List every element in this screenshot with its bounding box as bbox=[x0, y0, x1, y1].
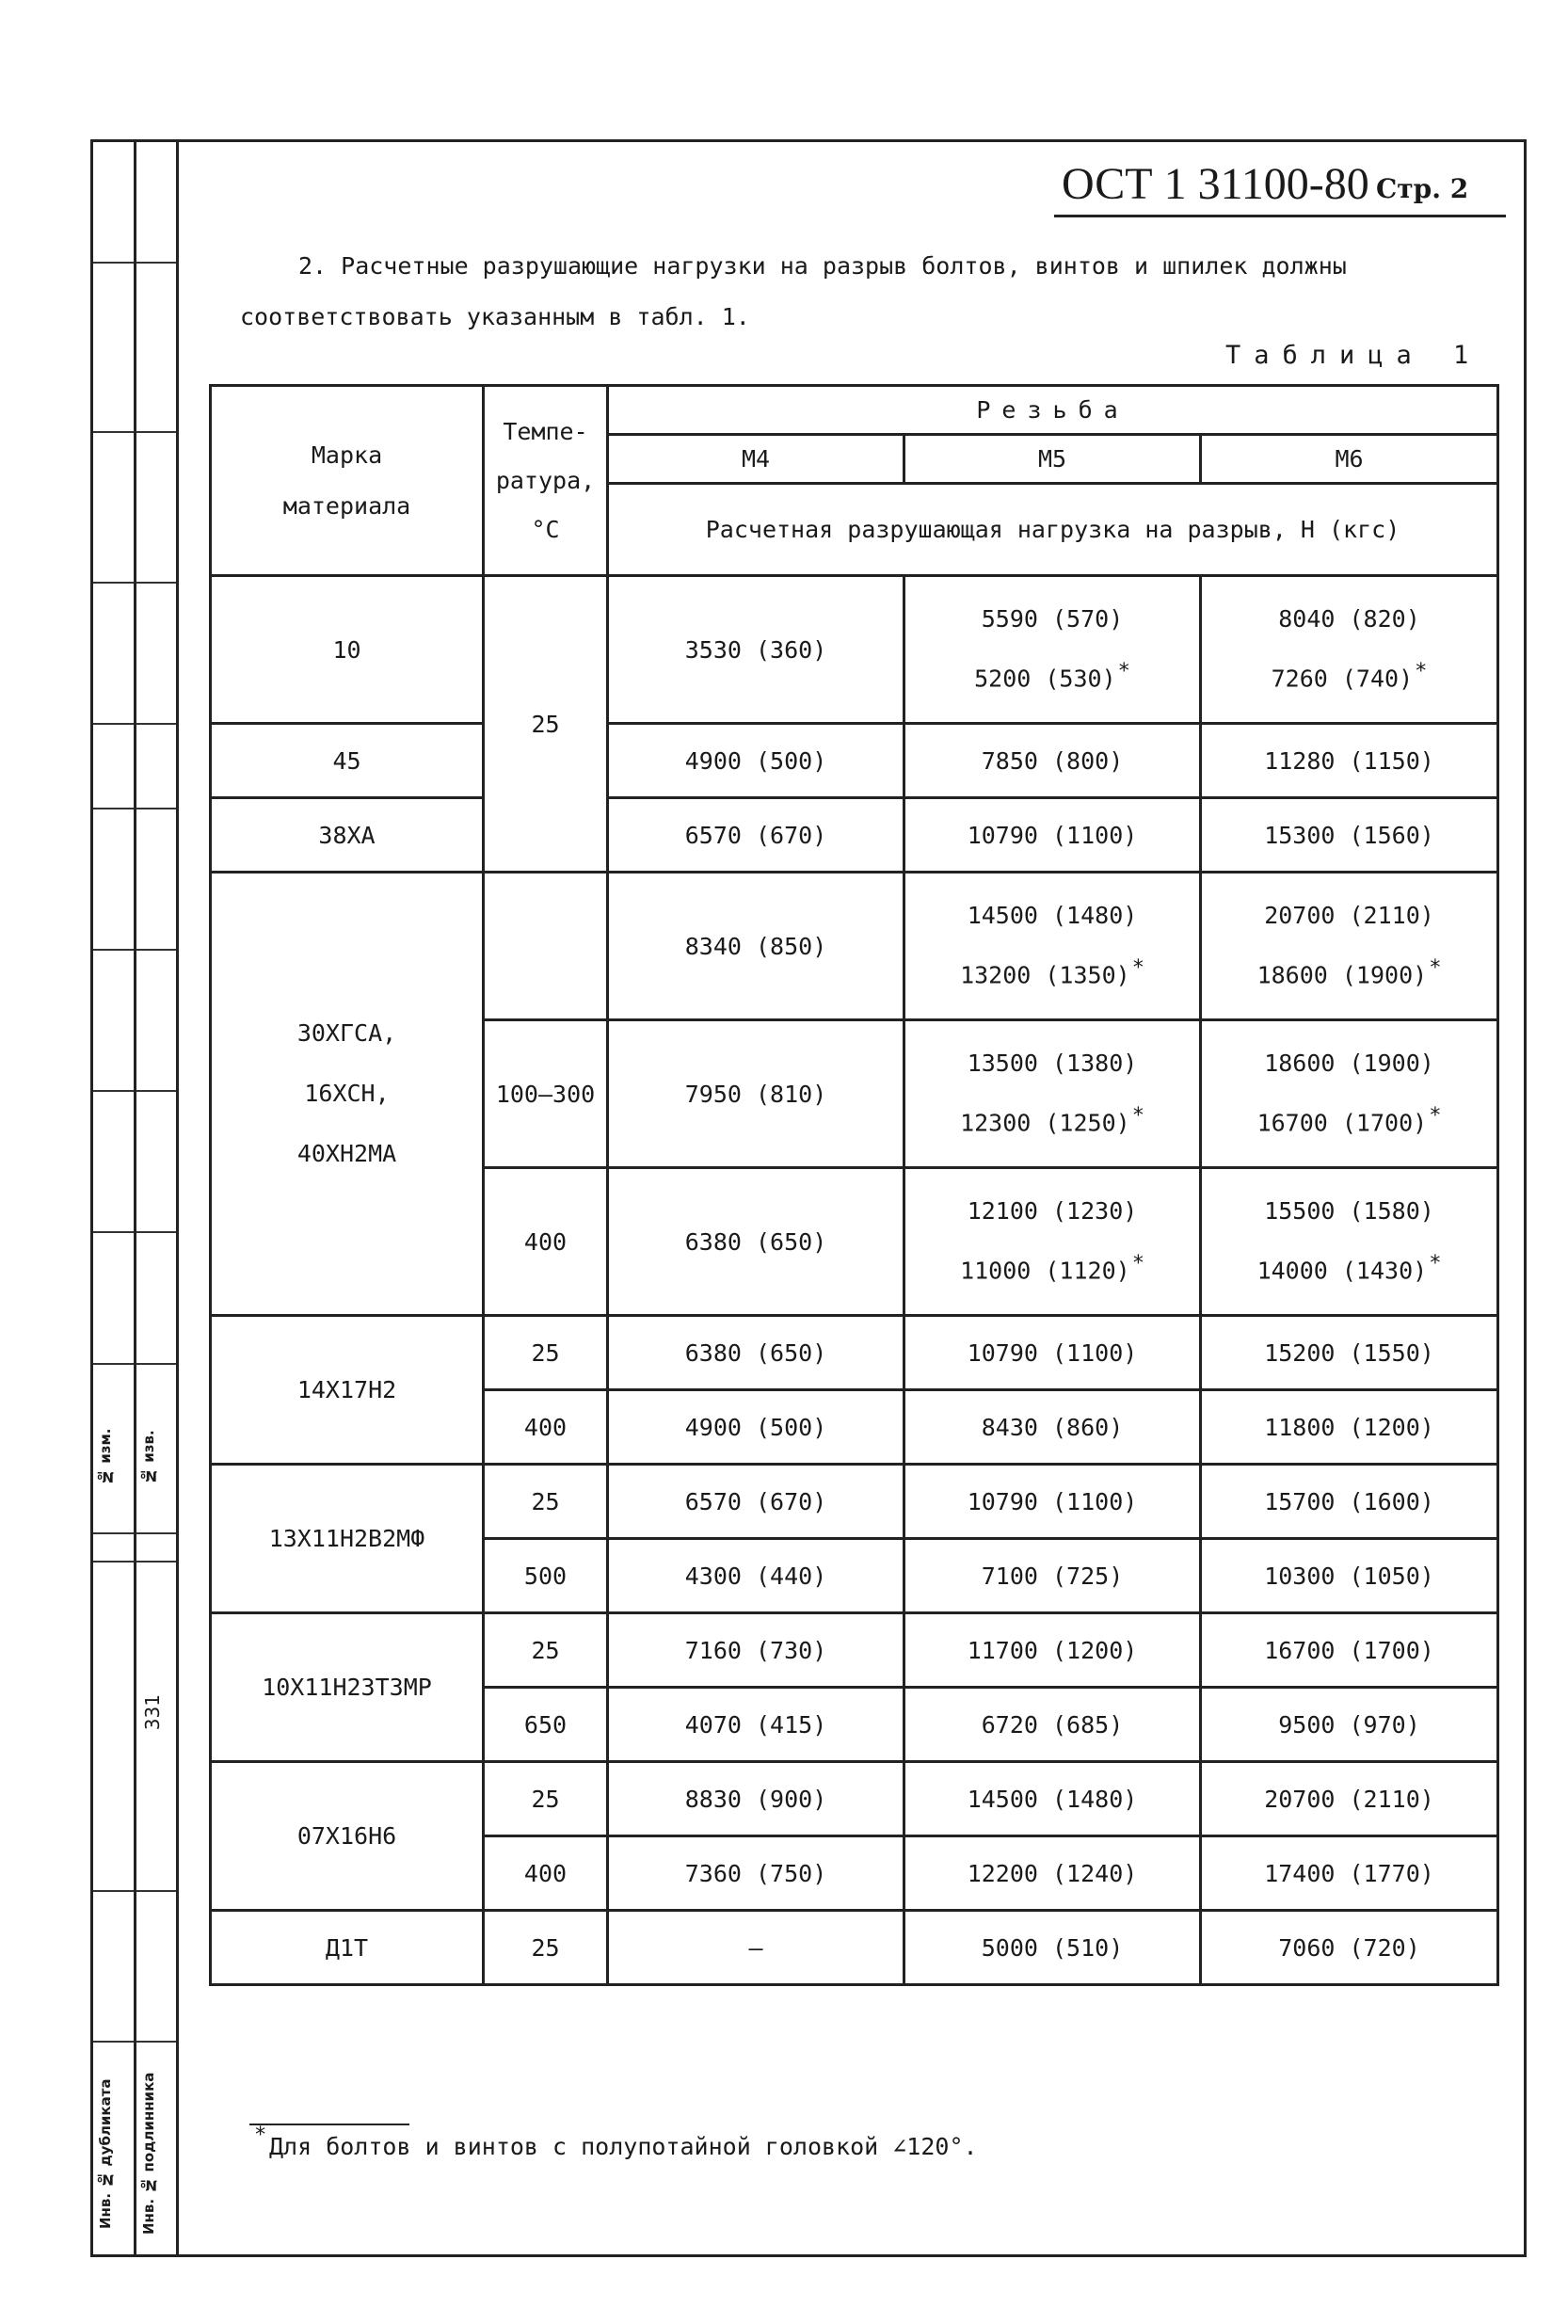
load-table bbox=[209, 384, 1499, 1986]
margin-label-original-inv: Инв. № подлинника bbox=[140, 2072, 157, 2236]
cell-m5: 13500 (1380) 12300 (1250)* bbox=[904, 1020, 1201, 1168]
margin-number: 331 bbox=[141, 1694, 164, 1731]
margin-strip-right bbox=[134, 139, 179, 2257]
cell-m6: 16700 (1700) bbox=[1201, 1613, 1498, 1688]
cell-m6: 11280 (1150) bbox=[1201, 724, 1498, 798]
footnote-mark: * bbox=[1131, 1252, 1144, 1276]
cell-m6: 15300 (1560) bbox=[1201, 798, 1498, 873]
cell-temp: 25 bbox=[484, 1465, 608, 1539]
cell-m6: 15200 (1550) bbox=[1201, 1316, 1498, 1390]
cell-m5: 12100 (1230) 11000 (1120)* bbox=[904, 1168, 1201, 1316]
footnote-mark: * bbox=[1429, 1104, 1442, 1129]
header-m6: М6 bbox=[1201, 435, 1498, 484]
cell-temp: 25 bbox=[484, 576, 608, 873]
cell-m4: 4900 (500) bbox=[608, 1390, 904, 1465]
cell-m5: 7100 (725) bbox=[904, 1539, 1201, 1613]
margin-strip-left bbox=[90, 139, 134, 2257]
footnote-mark: * bbox=[254, 2124, 267, 2147]
cell-m6: 10300 (1050) bbox=[1201, 1539, 1498, 1613]
cell-m4: 6380 (650) bbox=[608, 1316, 904, 1390]
cell-m5: 10790 (1100) bbox=[904, 1465, 1201, 1539]
cell-m4: 6570 (670) bbox=[608, 798, 904, 873]
header-load: Расчетная разрушающая нагрузка на разрыв, Н (кгс) bbox=[608, 484, 1498, 576]
cell-m4: 6570 (670) bbox=[608, 1465, 904, 1539]
cell-m4: 4900 (500) bbox=[608, 724, 904, 798]
cell-m6: 20700 (2110) 18600 (1900)* bbox=[1201, 873, 1498, 1020]
cell-m4: 4300 (440) bbox=[608, 1539, 904, 1613]
footnote-mark: * bbox=[1131, 1104, 1144, 1129]
footnote bbox=[254, 2124, 978, 2160]
footnote-mark: * bbox=[1131, 956, 1144, 981]
header-m4: М4 bbox=[608, 435, 904, 484]
cell-temp: 400 bbox=[484, 1168, 608, 1316]
cell-m6: 15500 (1580) 14000 (1430)* bbox=[1201, 1168, 1498, 1316]
margin-label-duplicate-inv: Инв. № дубликата bbox=[97, 2078, 114, 2229]
paragraph bbox=[240, 241, 1482, 343]
table-title: Таблица 1 bbox=[1225, 341, 1482, 370]
cell-temp bbox=[484, 873, 608, 1020]
paragraph-line-2: соответствовать указанным в табл. 1. bbox=[240, 303, 750, 330]
cell-temp: 25 bbox=[484, 1316, 608, 1390]
cell-m5: 11700 (1200) bbox=[904, 1613, 1201, 1688]
header-thread: Резьба bbox=[608, 386, 1498, 435]
cell-m5: 6720 (685) bbox=[904, 1688, 1201, 1762]
cell-material: 45 bbox=[211, 724, 484, 798]
header-material: Марка материала bbox=[211, 386, 484, 576]
cell-m4: 7160 (730) bbox=[608, 1613, 904, 1688]
cell-temp: 100–300 bbox=[484, 1020, 608, 1168]
footnote-rule bbox=[249, 2124, 409, 2125]
cell-m4: 8830 (900) bbox=[608, 1762, 904, 1836]
cell-m5: 5000 (510) bbox=[904, 1911, 1201, 1985]
cell-m4: 3530 (360) bbox=[608, 576, 904, 724]
cell-material: 07Х16Н6 bbox=[211, 1762, 484, 1911]
cell-m6: 17400 (1770) bbox=[1201, 1836, 1498, 1911]
cell-m5: 10790 (1100) bbox=[904, 1316, 1201, 1390]
cell-m5: 14500 (1480) 13200 (1350)* bbox=[904, 873, 1201, 1020]
cell-m4: 4070 (415) bbox=[608, 1688, 904, 1762]
cell-m6: 8040 (820) 7260 (740)* bbox=[1201, 576, 1498, 724]
doc-code: ОСТ 1 31100-80 bbox=[1062, 159, 1369, 209]
cell-m5: 12200 (1240) bbox=[904, 1836, 1201, 1911]
cell-m4: – bbox=[608, 1911, 904, 1985]
margin-label-change-no: № изм. bbox=[97, 1428, 114, 1486]
paragraph-line-1: 2. Расчетные разрушающие нагрузки на разрыв болтов, винтов и шпилек должны bbox=[298, 252, 1347, 280]
cell-m4: 8340 (850) bbox=[608, 873, 904, 1020]
cell-m4: 7950 (810) bbox=[608, 1020, 904, 1168]
footnote-mark: * bbox=[1415, 660, 1428, 684]
cell-temp: 400 bbox=[484, 1390, 608, 1465]
cell-temp: 400 bbox=[484, 1836, 608, 1911]
header-temperature: Темпе-ратура, °С bbox=[484, 386, 608, 576]
cell-m5: 10790 (1100) bbox=[904, 798, 1201, 873]
cell-m6: 20700 (2110) bbox=[1201, 1762, 1498, 1836]
cell-material: 38ХА bbox=[211, 798, 484, 873]
cell-temp: 500 bbox=[484, 1539, 608, 1613]
cell-m4: 7360 (750) bbox=[608, 1836, 904, 1911]
cell-m6: 11800 (1200) bbox=[1201, 1390, 1498, 1465]
page-number: Стр. 2 bbox=[1376, 173, 1469, 204]
cell-m5: 7850 (800) bbox=[904, 724, 1201, 798]
cell-m6: 9500 (970) bbox=[1201, 1688, 1498, 1762]
cell-m5: 14500 (1480) bbox=[904, 1762, 1201, 1836]
header-underline bbox=[1054, 215, 1506, 217]
cell-temp: 25 bbox=[484, 1762, 608, 1836]
margin-label-notice-no: № изв. bbox=[140, 1430, 157, 1484]
footnote-mark: * bbox=[1429, 956, 1442, 981]
cell-temp: 25 bbox=[484, 1613, 608, 1688]
footnote-text: Для болтов и винтов с полупотайной головкой ∠120°. bbox=[269, 2133, 978, 2160]
cell-temp: 25 bbox=[484, 1911, 608, 1985]
cell-m6: 7060 (720) bbox=[1201, 1911, 1498, 1985]
footnote-mark: * bbox=[1429, 1252, 1442, 1276]
cell-material: Д1Т bbox=[211, 1911, 484, 1985]
cell-temp: 650 bbox=[484, 1688, 608, 1762]
cell-m5: 5590 (570) 5200 (530)* bbox=[904, 576, 1201, 724]
cell-material: 10 bbox=[211, 576, 484, 724]
cell-material: 14Х17Н2 bbox=[211, 1316, 484, 1465]
footnote-mark: * bbox=[1117, 660, 1130, 684]
cell-material: 30ХГСА, 16ХСН, 40ХН2МА bbox=[211, 873, 484, 1316]
cell-m6: 15700 (1600) bbox=[1201, 1465, 1498, 1539]
cell-material: 13Х11Н2В2МФ bbox=[211, 1465, 484, 1613]
cell-m6: 18600 (1900) 16700 (1700)* bbox=[1201, 1020, 1498, 1168]
cell-m4: 6380 (650) bbox=[608, 1168, 904, 1316]
cell-material: 10Х11Н23Т3МР bbox=[211, 1613, 484, 1762]
header-m5: М5 bbox=[904, 435, 1201, 484]
cell-m5: 8430 (860) bbox=[904, 1390, 1201, 1465]
